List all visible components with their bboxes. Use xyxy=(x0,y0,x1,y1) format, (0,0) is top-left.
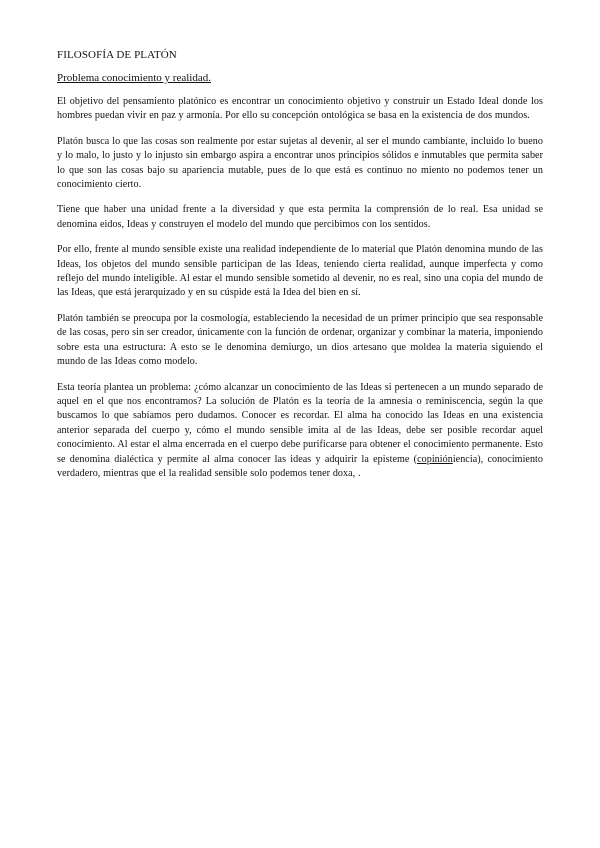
underlined-correction: copinión xyxy=(417,453,453,465)
paragraph-reminiscencia-text: Esta teoría plantea un problema: ¿cómo alcanzar un conocimiento de las Ideas si pertenecen a un mundo separado de aquel en el que nos encontramos? La solución de Platón es la teoría de la amnesia o reminiscencia, según la que buscamos lo que sabíamos pero dudamos. Conocer es recordar. El alma ha conocido las Ideas en una existencia anterior separada del cuerpo y, cómo el mundo sensible imita al de las Ideas, debe ser posible recordar aquel conocimiento. Al estar el alma encerrada en el cuerpo debe purificarse para obtener el conocimiento permanente. Esto se denomina dialéctica y permite al alma conocer las ideas y adquirir la episteme ( xyxy=(57,381,543,465)
paragraph-objetivo: El objetivo del pensamiento platónico es encontrar un conocimiento objetivo y construir un Estado Ideal donde los hombres puedan vivir en paz y armonía. Por ello su concepción ontológica se basa en la existencia de dos mundos. xyxy=(57,96,543,122)
paragraph-mundo-ideas: Por ello, frente al mundo sensible existe una realidad independiente de lo material que Platón denomina mundo de las Ideas, los objetos del mundo sensible participan de las Ideas, teniendo cierta realidad, aunque imperfecta y como reflejo del mundo inteligible. Al estar el mundo sensible sometido al devenir, no es real, sino una copia del mundo de las Ideas, que está jerarquizado y en su cúspide está la Idea del bien en sí. xyxy=(57,244,543,299)
paragraph-reminiscencia-ending: iencia), conocimiento verdadero, mientras que el la realidad sensible solo podemos tener doxa, . xyxy=(57,453,544,479)
section-heading: Problema conocimiento y realidad. xyxy=(57,72,211,84)
paragraph-cosmologia: Platón también se preocupa por la cosmología, estableciendo la necesidad de un primer principio que sea responsable de las cosas, pero sin ser creador, únicamente con la función de ordenar, organizar y combinar la materia, imponiendo sobre esta una estructura: A esto se le denomina demiurgo, un dios artesano que moldea la materia siguiendo el mundo de las Ideas como modelo. xyxy=(57,312,543,368)
paragraph-unidad: Tiene que haber una unidad frente a la diversidad y que esta permita la comprensión de lo real. Esa unidad se denomina eidos, Ideas y construyen el modelo del mundo que percibimos con los sentidos. xyxy=(57,204,543,230)
paragraph-devenir: Platón busca lo que las cosas son realmente por estar sujetas al devenir, al ser el mundo cambiante, incluido lo bueno y lo malo, lo justo y lo injusto sin embargo aspira a encontrar unos principios sólidos e inmutables que permita saber lo que son las cosas bajo su apariencia mutable, pues de lo que está es continuo no miento no podemos tener un conocimiento cierto. xyxy=(57,135,543,191)
document-title: FILOSOFÍA DE PLATÓN xyxy=(57,49,177,61)
paragraph-reminiscencia xyxy=(57,381,543,482)
